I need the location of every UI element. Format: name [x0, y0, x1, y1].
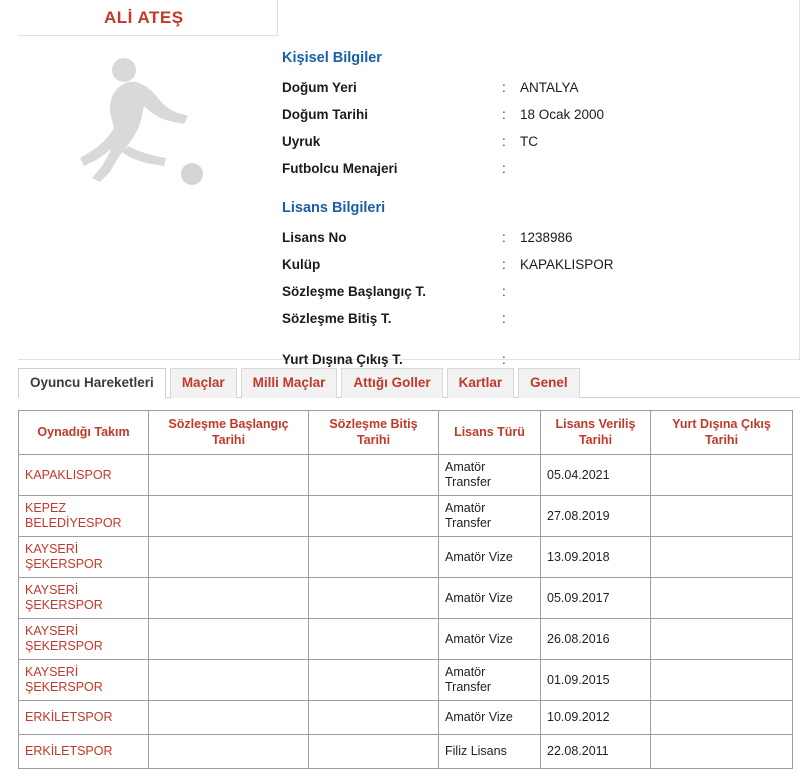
value-nationality: TC [520, 134, 538, 149]
cell-contract-end [309, 578, 439, 619]
info-row-license-no [282, 224, 792, 251]
cell-license-issue: 27.08.2019 [541, 496, 651, 537]
cell-license-type: Amatör Transfer [439, 660, 541, 701]
cell-abroad [651, 578, 793, 619]
cell-team: KAYSERİ ŞEKERSPOR [19, 660, 149, 701]
cell-abroad [651, 619, 793, 660]
info-row-birthplace [282, 74, 792, 101]
colon-birthdate: : [502, 107, 506, 122]
label-contract-end: Sözleşme Bitiş T. [282, 311, 392, 326]
colon-contract-start: : [502, 284, 506, 299]
personal-section-title: Kişisel Bilgiler [282, 50, 382, 66]
info-row-agent [282, 155, 792, 182]
table-row [19, 578, 793, 619]
cell-abroad [651, 455, 793, 496]
colon-abroad-date: : [502, 352, 506, 367]
cell-license-issue: 13.09.2018 [541, 537, 651, 578]
cell-contract-end [309, 496, 439, 537]
colon-birthplace: : [502, 80, 506, 95]
cell-contract-end [309, 735, 439, 769]
table-row [19, 660, 793, 701]
cell-abroad [651, 496, 793, 537]
tab-genel[interactable]: Genel [518, 368, 580, 398]
cell-contract-start [149, 660, 309, 701]
cell-abroad [651, 735, 793, 769]
cell-contract-start [149, 537, 309, 578]
cell-license-issue: 01.09.2015 [541, 660, 651, 701]
colon-license-no: : [502, 230, 506, 245]
label-license-no: Lisans No [282, 230, 347, 245]
cell-contract-end [309, 537, 439, 578]
cell-contract-start [149, 496, 309, 537]
cell-license-type: Amatör Vize [439, 578, 541, 619]
cell-license-type: Filiz Lisans [439, 735, 541, 769]
cell-contract-start [149, 619, 309, 660]
colon-nationality: : [502, 134, 506, 149]
cell-license-type: Amatör Vize [439, 537, 541, 578]
value-club: KAPAKLISPOR [520, 257, 614, 272]
header-team: Oynadığı Takım [19, 411, 149, 455]
cell-abroad [651, 660, 793, 701]
cell-license-issue: 10.09.2012 [541, 701, 651, 735]
cell-team: KAYSERİ ŞEKERSPOR [19, 578, 149, 619]
tab-maclar[interactable]: Maçlar [170, 368, 237, 398]
label-birthplace: Doğum Yeri [282, 80, 357, 95]
cell-team: KAPAKLISPOR [19, 455, 149, 496]
info-row-birthdate [282, 101, 792, 128]
label-birthdate: Doğum Tarihi [282, 107, 368, 122]
tab-kartlar[interactable]: Kartlar [447, 368, 515, 398]
colon-agent: : [502, 161, 506, 176]
value-birthplace: ANTALYA [520, 80, 579, 95]
cell-license-type: Amatör Transfer [439, 455, 541, 496]
cell-team: ERKİLETSPOR [19, 701, 149, 735]
table-row [19, 496, 793, 537]
cell-team: KAYSERİ ŞEKERSPOR [19, 537, 149, 578]
header-contract-start: Sözleşme Başlangıç Tarihi [149, 411, 309, 455]
colon-contract-end: : [502, 311, 506, 326]
cell-license-issue: 05.09.2017 [541, 578, 651, 619]
header-license-type: Lisans Türü [439, 411, 541, 455]
info-row-nationality [282, 128, 792, 155]
table-row [19, 701, 793, 735]
player-movements-table-wrap [18, 410, 800, 769]
table-row [19, 619, 793, 660]
label-abroad-date: Yurt Dışına Çıkış T. [282, 352, 403, 367]
header-contract-end: Sözleşme Bitiş Tarihi [309, 411, 439, 455]
table-header-row [19, 411, 793, 455]
label-contract-start: Sözleşme Başlangıç T. [282, 284, 427, 299]
value-license-no: 1238986 [520, 230, 573, 245]
cell-team: KEPEZ BELEDİYESPOR [19, 496, 149, 537]
table-row [19, 537, 793, 578]
header-abroad: Yurt Dışına Çıkış Tarihi [651, 411, 793, 455]
tab-oyuncu-hareketleri[interactable]: Oyuncu Hareketleri [18, 368, 166, 398]
table-row [19, 735, 793, 769]
cell-contract-start [149, 455, 309, 496]
cell-team: ERKİLETSPOR [19, 735, 149, 769]
player-movements-table [18, 410, 793, 769]
cell-contract-end [309, 619, 439, 660]
tab-attigi-goller[interactable]: Attığı Goller [341, 368, 442, 398]
cell-contract-start [149, 578, 309, 619]
cell-license-type: Amatör Transfer [439, 496, 541, 537]
info-row-club [282, 251, 792, 278]
colon-club: : [502, 257, 506, 272]
cell-license-issue: 22.08.2011 [541, 735, 651, 769]
cell-contract-start [149, 701, 309, 735]
cell-contract-end [309, 455, 439, 496]
cell-contract-end [309, 701, 439, 735]
cell-license-type: Amatör Vize [439, 619, 541, 660]
value-birthdate: 18 Ocak 2000 [520, 107, 605, 122]
player-silhouette-icon [66, 54, 236, 204]
tab-milli-maclar[interactable]: Milli Maçlar [241, 368, 338, 398]
label-club: Kulüp [282, 257, 321, 272]
cell-abroad [651, 537, 793, 578]
player-name-tab [18, 0, 278, 36]
profile-card [18, 0, 800, 367]
header-license-issue: Lisans Veriliş Tarihi [541, 411, 651, 455]
cell-contract-start [149, 735, 309, 769]
table-row [19, 455, 793, 496]
label-agent: Futbolcu Menajeri [282, 161, 398, 176]
cell-team: KAYSERİ ŞEKERSPOR [19, 619, 149, 660]
info-row-contract-start [282, 278, 792, 305]
cell-license-issue: 26.08.2016 [541, 619, 651, 660]
label-nationality: Uyruk [282, 134, 321, 149]
page-title: ALİ ATEŞ [104, 8, 184, 27]
cell-license-issue: 05.04.2021 [541, 455, 651, 496]
player-photo [18, 36, 278, 358]
cell-abroad [651, 701, 793, 735]
license-section-title: Lisans Bilgileri [282, 200, 386, 216]
tab-bar [18, 368, 800, 398]
cell-contract-end [309, 660, 439, 701]
cell-license-type: Amatör Vize [439, 701, 541, 735]
info-row-contract-end [282, 305, 792, 332]
info-panel [262, 40, 792, 373]
